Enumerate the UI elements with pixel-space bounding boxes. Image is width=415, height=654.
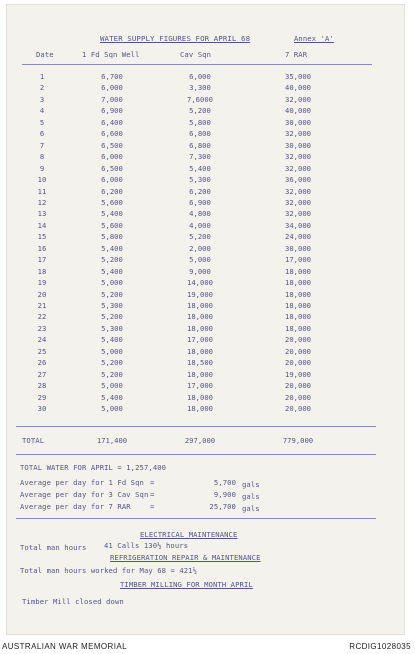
row-cav-sqn: 2,000 bbox=[189, 243, 211, 253]
average-value: 25,700 bbox=[209, 502, 236, 511]
footer-source: AUSTRALIAN WAR MEMORIAL bbox=[2, 642, 127, 651]
row-cav-sqn: 14,000 bbox=[187, 278, 213, 288]
average-eq: = bbox=[150, 478, 155, 487]
row-date: 21 bbox=[37, 301, 47, 310]
total-7rar: 779,000 bbox=[282, 436, 314, 445]
row-date: 12 bbox=[37, 197, 47, 207]
row-cav-sqn: 19,000 bbox=[187, 289, 213, 299]
average-eq: = bbox=[150, 490, 155, 499]
man-hours-value: 41 Calls 130½ hours bbox=[104, 541, 189, 550]
table-row bbox=[0, 209, 415, 220]
row-cav-sqn: 18,500 bbox=[187, 358, 213, 368]
table-row bbox=[0, 381, 415, 392]
row-fd-sqn: 6,400 bbox=[101, 117, 123, 127]
table-row bbox=[0, 187, 415, 198]
row-fd-sqn: 5,200 bbox=[101, 369, 123, 379]
row-7rar: 40,000 bbox=[285, 106, 311, 116]
row-fd-sqn: 6,000 bbox=[101, 152, 123, 162]
row-fd-sqn: 5,800 bbox=[101, 232, 123, 242]
annex-label: Annex 'A' bbox=[294, 34, 334, 43]
row-date: 29 bbox=[37, 392, 47, 402]
row-date: 16 bbox=[37, 243, 47, 253]
average-unit: gals bbox=[242, 492, 260, 501]
row-cav-sqn: 5,800 bbox=[189, 117, 211, 127]
row-date: 15 bbox=[37, 232, 47, 242]
row-fd-sqn: 5,400 bbox=[101, 209, 123, 219]
row-cav-sqn: 4,000 bbox=[189, 220, 211, 230]
row-7rar: 18,000 bbox=[285, 289, 311, 299]
row-7rar: 20,000 bbox=[285, 381, 311, 391]
row-fd-sqn: 5,200 bbox=[101, 289, 123, 299]
row-cav-sqn: 4,800 bbox=[189, 209, 211, 219]
row-date: 27 bbox=[37, 369, 47, 379]
column-header-fd-sqn: 1 Fd Sqn Well bbox=[82, 50, 140, 59]
average-unit: gals bbox=[242, 480, 260, 489]
table-row bbox=[0, 118, 415, 129]
row-date: 18 bbox=[37, 266, 47, 276]
worked-line: Total man hours worked for May 68 = 421½ bbox=[20, 566, 198, 575]
row-cav-sqn: 17,000 bbox=[187, 335, 213, 345]
total-cav-sqn: 297,000 bbox=[184, 436, 216, 445]
row-cav-sqn: 18,000 bbox=[187, 392, 213, 402]
row-fd-sqn: 5,000 bbox=[101, 278, 123, 288]
row-date: 4 bbox=[39, 106, 45, 116]
refrigeration-heading: REFRIGERATION REPAIR & MAINTENANCE bbox=[110, 553, 261, 562]
row-fd-sqn: 6,000 bbox=[101, 83, 123, 93]
row-7rar: 18,000 bbox=[285, 278, 311, 288]
table-row bbox=[0, 175, 415, 186]
total-label: TOTAL bbox=[22, 436, 45, 445]
table-row bbox=[0, 404, 415, 415]
row-date: 9 bbox=[39, 163, 45, 173]
row-cav-sqn: 6,200 bbox=[189, 186, 211, 196]
row-fd-sqn: 5,000 bbox=[101, 346, 123, 356]
average-label: Average per day for 7 RAR bbox=[20, 502, 131, 511]
row-7rar: 32,000 bbox=[285, 209, 311, 219]
table-row bbox=[0, 335, 415, 346]
table-row bbox=[0, 278, 415, 289]
table-row bbox=[0, 244, 415, 255]
table-row bbox=[0, 129, 415, 140]
table-row bbox=[0, 83, 415, 94]
table-row bbox=[0, 232, 415, 243]
row-7rar: 35,000 bbox=[285, 72, 311, 81]
average-eq: = bbox=[150, 502, 155, 511]
row-cav-sqn: 7,6000 bbox=[187, 94, 213, 104]
row-cav-sqn: 6,800 bbox=[189, 140, 211, 150]
row-fd-sqn: 5,200 bbox=[101, 255, 123, 265]
table-row bbox=[0, 72, 415, 83]
row-date: 24 bbox=[37, 335, 47, 345]
row-7rar: 20,000 bbox=[285, 335, 311, 345]
section-rule bbox=[16, 518, 376, 519]
row-cav-sqn: 7,300 bbox=[189, 152, 211, 162]
row-date: 25 bbox=[37, 346, 47, 356]
row-fd-sqn: 5,400 bbox=[101, 243, 123, 253]
table-row bbox=[0, 393, 415, 404]
row-date: 19 bbox=[37, 278, 47, 288]
row-fd-sqn: 5,200 bbox=[101, 358, 123, 368]
row-7rar: 20,000 bbox=[285, 404, 311, 414]
total-fd-sqn: 171,400 bbox=[96, 436, 128, 445]
row-date: 11 bbox=[37, 186, 47, 196]
row-fd-sqn: 6,500 bbox=[101, 163, 123, 173]
row-date: 22 bbox=[37, 312, 47, 322]
row-7rar: 32,000 bbox=[285, 197, 311, 207]
row-date: 6 bbox=[39, 129, 45, 139]
column-header-cav-sqn: Cav Sqn bbox=[180, 50, 211, 59]
row-7rar: 36,000 bbox=[285, 175, 311, 185]
row-cav-sqn: 6,800 bbox=[189, 129, 211, 139]
row-date: 10 bbox=[37, 175, 47, 185]
timber-line: Timber Mill closed down bbox=[22, 597, 124, 606]
row-7rar: 30,000 bbox=[285, 117, 311, 127]
row-7rar: 40,000 bbox=[285, 83, 311, 93]
total-water: TOTAL WATER FOR APRIL = 1,257,400 bbox=[20, 463, 167, 472]
table-row bbox=[0, 267, 415, 278]
table-row bbox=[0, 324, 415, 335]
row-date: 23 bbox=[37, 323, 47, 333]
row-cav-sqn: 5,200 bbox=[189, 232, 211, 242]
row-fd-sqn: 6,900 bbox=[101, 106, 123, 116]
row-date: 3 bbox=[39, 94, 45, 104]
row-7rar: 24,000 bbox=[285, 232, 311, 242]
row-date: 2 bbox=[39, 83, 45, 93]
row-cav-sqn: 6,900 bbox=[189, 197, 211, 207]
table-row bbox=[0, 221, 415, 232]
timber-heading: TIMBER MILLING FOR MONTH APRIL bbox=[120, 580, 253, 589]
row-fd-sqn: 5,000 bbox=[101, 381, 123, 391]
average-label: Average per day for 1 Fd Sqn bbox=[20, 478, 144, 487]
row-cav-sqn: 5,400 bbox=[189, 163, 211, 173]
row-7rar: 18,000 bbox=[285, 301, 311, 310]
electrical-heading: ELECTRICAL MAINTENANCE bbox=[140, 530, 238, 539]
document-title: WATER SUPPLY FIGURES FOR APRIL 68 bbox=[100, 34, 251, 43]
row-fd-sqn: 5,600 bbox=[101, 220, 123, 230]
row-date: 28 bbox=[37, 381, 47, 391]
row-7rar: 20,000 bbox=[285, 346, 311, 356]
table-row bbox=[0, 198, 415, 209]
row-fd-sqn: 7,000 bbox=[101, 94, 123, 104]
row-7rar: 18,000 bbox=[285, 266, 311, 276]
row-fd-sqn: 6,700 bbox=[101, 72, 123, 81]
header-rule bbox=[22, 64, 372, 65]
table-row bbox=[0, 95, 415, 106]
table-row bbox=[0, 347, 415, 358]
row-7rar: 32,000 bbox=[285, 152, 311, 162]
row-cav-sqn: 5,000 bbox=[189, 255, 211, 265]
man-hours-label: Total man hours bbox=[20, 543, 87, 552]
row-date: 30 bbox=[37, 404, 47, 414]
row-7rar: 19,000 bbox=[285, 369, 311, 379]
row-7rar: 32,000 bbox=[285, 94, 311, 104]
row-cav-sqn: 18,000 bbox=[187, 346, 213, 356]
row-fd-sqn: 5,600 bbox=[101, 197, 123, 207]
row-cav-sqn: 5,300 bbox=[189, 175, 211, 185]
row-7rar: 17,000 bbox=[285, 255, 311, 265]
row-7rar: 20,000 bbox=[285, 358, 311, 368]
table-row bbox=[0, 255, 415, 266]
average-unit: gals bbox=[242, 504, 260, 513]
row-fd-sqn: 6,600 bbox=[101, 129, 123, 139]
row-cav-sqn: 3,300 bbox=[189, 83, 211, 93]
row-fd-sqn: 6,500 bbox=[101, 140, 123, 150]
average-value: 5,700 bbox=[213, 478, 236, 487]
row-7rar: 30,000 bbox=[285, 140, 311, 150]
table-row bbox=[0, 106, 415, 117]
row-7rar: 30,000 bbox=[285, 243, 311, 253]
row-cav-sqn: 18,000 bbox=[187, 404, 213, 414]
row-date: 5 bbox=[39, 117, 45, 127]
footer-id: RCDIG1028035 bbox=[349, 642, 411, 651]
row-fd-sqn: 5,300 bbox=[101, 323, 123, 333]
row-date: 14 bbox=[37, 220, 47, 230]
row-cav-sqn: 18,000 bbox=[187, 323, 213, 333]
row-7rar: 32,000 bbox=[285, 163, 311, 173]
table-row bbox=[0, 370, 415, 381]
footer bbox=[0, 638, 415, 654]
table-row bbox=[0, 301, 415, 312]
row-date: 26 bbox=[37, 358, 47, 368]
row-fd-sqn: 5,400 bbox=[101, 266, 123, 276]
table-row bbox=[0, 164, 415, 175]
row-fd-sqn: 5,400 bbox=[101, 392, 123, 402]
row-date: 1 bbox=[39, 72, 45, 81]
table-row bbox=[0, 152, 415, 163]
row-cav-sqn: 5,200 bbox=[189, 106, 211, 116]
table-row bbox=[0, 290, 415, 301]
row-cav-sqn: 18,000 bbox=[187, 312, 213, 322]
row-cav-sqn: 9,000 bbox=[189, 266, 211, 276]
row-7rar: 18,000 bbox=[285, 312, 311, 322]
table-row bbox=[0, 141, 415, 152]
column-header-date: Date bbox=[36, 50, 54, 59]
row-cav-sqn: 18,000 bbox=[187, 301, 213, 310]
average-value: 9,900 bbox=[213, 490, 236, 499]
row-fd-sqn: 5,200 bbox=[101, 312, 123, 322]
row-fd-sqn: 5,000 bbox=[101, 404, 123, 414]
row-cav-sqn: 18,000 bbox=[187, 369, 213, 379]
row-fd-sqn: 5,300 bbox=[101, 301, 123, 310]
row-date: 17 bbox=[37, 255, 47, 265]
row-date: 20 bbox=[37, 289, 47, 299]
total-rule-bottom bbox=[16, 454, 376, 455]
row-7rar: 32,000 bbox=[285, 129, 311, 139]
row-fd-sqn: 5,400 bbox=[101, 335, 123, 345]
table-row bbox=[0, 312, 415, 323]
table-row bbox=[0, 358, 415, 369]
row-cav-sqn: 17,000 bbox=[187, 381, 213, 391]
row-7rar: 20,000 bbox=[285, 392, 311, 402]
row-7rar: 18,000 bbox=[285, 323, 311, 333]
row-7rar: 32,000 bbox=[285, 186, 311, 196]
total-rule-top bbox=[16, 426, 376, 427]
row-date: 7 bbox=[39, 140, 45, 150]
row-date: 8 bbox=[39, 152, 45, 162]
row-fd-sqn: 6,200 bbox=[101, 186, 123, 196]
row-cav-sqn: 6,000 bbox=[189, 72, 211, 81]
row-fd-sqn: 6,000 bbox=[101, 175, 123, 185]
row-date: 13 bbox=[37, 209, 47, 219]
column-header-7rar: 7 RAR bbox=[285, 50, 308, 59]
average-label: Average per day for 3 Cav Sqn bbox=[20, 490, 149, 499]
row-7rar: 34,000 bbox=[285, 220, 311, 230]
